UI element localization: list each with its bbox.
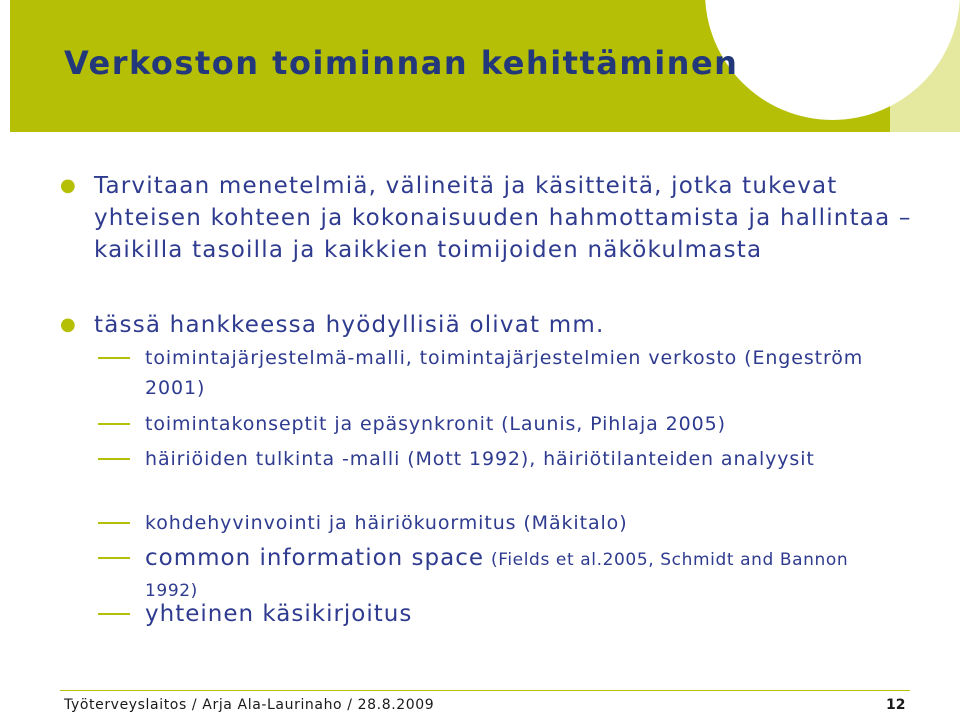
bullet-dot-icon: ●	[60, 314, 77, 335]
bullet-text: tässä hankkeessa hyödyllisiä olivat mm.	[94, 312, 605, 338]
sub-item-reference: (Fields et al.2005, Schmidt and Bannon 1992)	[145, 550, 849, 601]
sub-item-main-text: common information space	[145, 545, 485, 571]
sub-item-text: yhteinen käsikirjoitus	[145, 601, 413, 627]
dash-icon	[98, 613, 130, 615]
page-number: 12	[886, 697, 906, 713]
footer-divider	[60, 690, 910, 691]
dash-icon	[98, 522, 130, 524]
sub-item-text: häiriöiden tulkinta -malli (Mott 1992), häiriötilanteiden analyysit	[145, 448, 815, 470]
sub-item-text: toimintajärjestelmä-malli, toimintajärjestelmien verkosto (Engeström 2001)	[145, 347, 864, 399]
sub-item-text: kohdehyvinvointi ja häiriökuormitus (Mäkitalo)	[145, 512, 628, 534]
dash-icon	[98, 458, 130, 460]
slide-title: Verkoston toiminnan kehittäminen	[64, 44, 739, 82]
dash-icon	[98, 557, 130, 559]
bullet-dot-icon: ●	[60, 175, 77, 196]
dash-icon	[98, 357, 130, 359]
sub-item-text: toimintakonseptit ja epäsynkronit (Launis, Pihlaja 2005)	[145, 413, 726, 435]
bullet-text: Tarvitaan menetelmiä, välineitä ja käsitteitä, jotka tukevat yhteisen kohteen ja kokonaisuuden hahmottamista ja hallintaa –kaikilla tasoilla ja kaikkien toimijoiden näkökulmasta	[94, 173, 912, 263]
sub-item-text	[145, 543, 905, 606]
dash-icon	[98, 423, 130, 425]
footer-credit: Työterveyslaitos / Arja Ala-Laurinaho / 28.8.2009	[64, 697, 435, 713]
